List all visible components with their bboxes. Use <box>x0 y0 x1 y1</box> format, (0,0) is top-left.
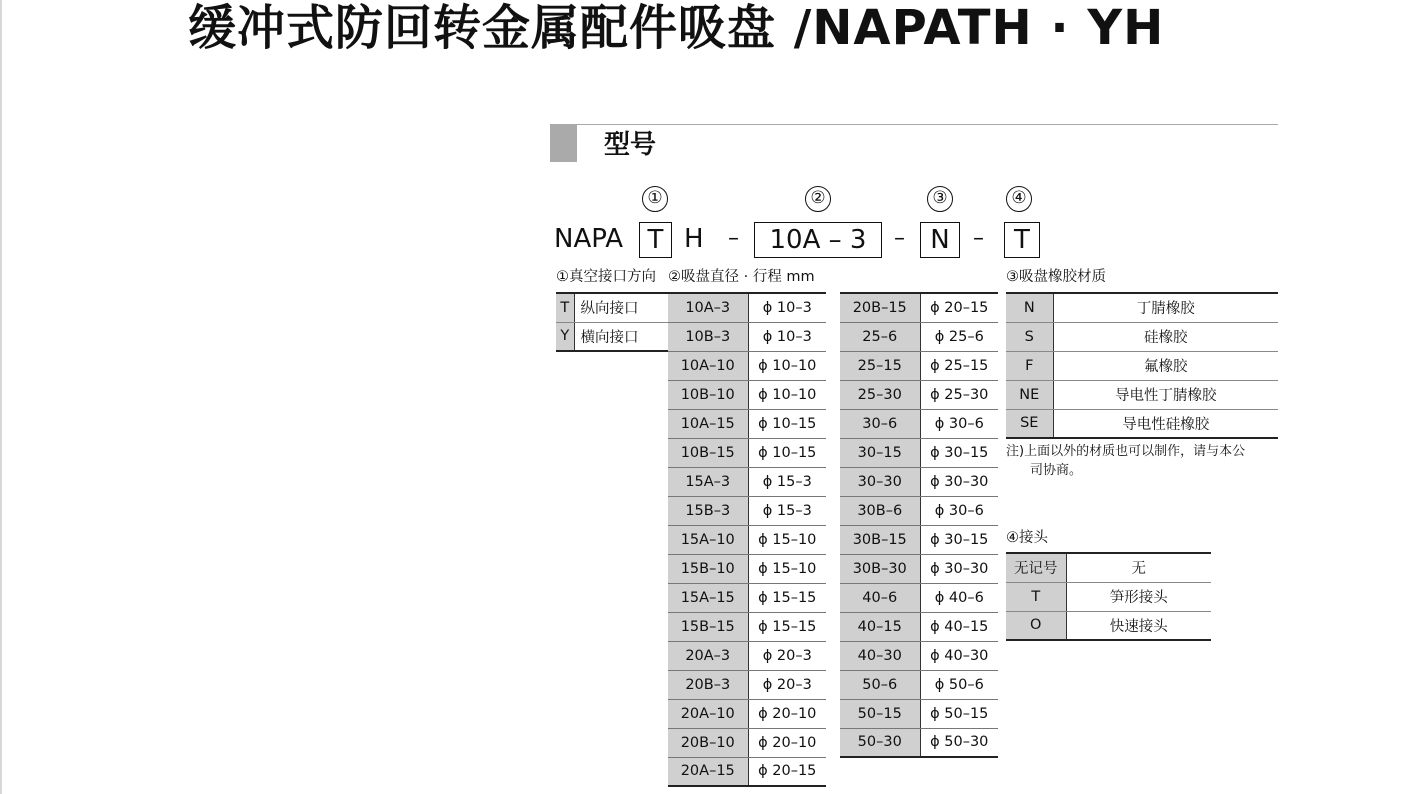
code-cell: 15A–15 <box>668 583 748 612</box>
table-row <box>1006 322 1278 351</box>
code-prefix: NAPA <box>554 224 624 254</box>
code-cell: 20A–10 <box>668 699 748 728</box>
code-cell: Y <box>556 322 574 351</box>
table-row <box>840 699 998 728</box>
value-cell: ϕ 30–30 <box>920 554 998 583</box>
value-cell: ϕ 40–6 <box>920 583 998 612</box>
table-row <box>840 380 998 409</box>
code-cell: 20B–3 <box>668 670 748 699</box>
table-row <box>668 409 826 438</box>
value-cell: ϕ 30–6 <box>920 496 998 525</box>
label-material: ③吸盘橡胶材质 <box>1006 269 1106 285</box>
value-cell: ϕ 25–30 <box>920 380 998 409</box>
code-cell: SE <box>1006 409 1053 438</box>
value-cell: 氟橡胶 <box>1053 351 1278 380</box>
code-cell: 15B–3 <box>668 496 748 525</box>
table-row <box>556 293 669 322</box>
value-cell: ϕ 25–6 <box>920 322 998 351</box>
table-row <box>840 612 998 641</box>
code-cell: 10A–3 <box>668 293 748 322</box>
table-row <box>840 525 998 554</box>
code-cell: T <box>1006 582 1066 611</box>
code-cell: 25–30 <box>840 380 920 409</box>
value-cell: ϕ 30–15 <box>920 525 998 554</box>
value-cell: ϕ 30–15 <box>920 438 998 467</box>
table-row <box>668 380 826 409</box>
table-row <box>668 554 826 583</box>
table-row <box>1006 293 1278 322</box>
table-row <box>668 728 826 757</box>
table-row <box>668 757 826 786</box>
table-row <box>668 641 826 670</box>
value-cell: ϕ 30–30 <box>920 467 998 496</box>
value-cell: ϕ 10–15 <box>748 409 826 438</box>
table-row <box>840 583 998 612</box>
code-cell: 40–30 <box>840 641 920 670</box>
marker-4: ④ <box>1006 186 1032 212</box>
code-cell: 15A–3 <box>668 467 748 496</box>
code-cell: 50–15 <box>840 699 920 728</box>
code-cell: 10B–3 <box>668 322 748 351</box>
value-cell: 丁腈橡胶 <box>1053 293 1278 322</box>
code-cell: 30B–6 <box>840 496 920 525</box>
code-cell: F <box>1006 351 1053 380</box>
code-cell: 40–15 <box>840 612 920 641</box>
value-cell: 导电性硅橡胶 <box>1053 409 1278 438</box>
code-cell: N <box>1006 293 1053 322</box>
table-row <box>668 670 826 699</box>
code-cell: 20B–15 <box>840 293 920 322</box>
value-cell: ϕ 20–15 <box>748 757 826 786</box>
table-row <box>556 322 669 351</box>
page-left-edge <box>0 0 2 794</box>
code-cell: 25–15 <box>840 351 920 380</box>
value-cell: ϕ 50–6 <box>920 670 998 699</box>
label-diameter: ②吸盘直径 · 行程 mm <box>668 269 815 285</box>
code-cell: 30–30 <box>840 467 920 496</box>
diameter-table-right <box>840 292 998 758</box>
value-cell: ϕ 15–15 <box>748 583 826 612</box>
code-cell: 30–6 <box>840 409 920 438</box>
table-row <box>840 670 998 699</box>
value-cell: ϕ 15–10 <box>748 525 826 554</box>
value-cell: ϕ 25–15 <box>920 351 998 380</box>
code-part-material: N <box>920 222 960 258</box>
table-row <box>1006 409 1278 438</box>
code-dash-2: – <box>894 226 905 251</box>
value-cell: ϕ 15–3 <box>748 496 826 525</box>
value-cell: ϕ 20–10 <box>748 728 826 757</box>
code-cell: 50–30 <box>840 728 920 757</box>
value-cell: ϕ 20–10 <box>748 699 826 728</box>
table-row <box>1006 611 1211 640</box>
code-cell: 50–6 <box>840 670 920 699</box>
table-row <box>1006 380 1278 409</box>
table-row <box>668 351 826 380</box>
code-cell: NE <box>1006 380 1053 409</box>
table-row <box>668 699 826 728</box>
code-cell: 10A–15 <box>668 409 748 438</box>
table-row <box>840 728 998 757</box>
code-cell: 15B–15 <box>668 612 748 641</box>
value-cell: ϕ 10–10 <box>748 380 826 409</box>
value-cell: 纵向接口 <box>574 293 669 322</box>
table-row <box>1006 553 1211 582</box>
value-cell: ϕ 30–6 <box>920 409 998 438</box>
section-heading: 型号 <box>604 130 657 160</box>
table-row <box>840 467 998 496</box>
code-cell: 10B–15 <box>668 438 748 467</box>
label-direction: ①真空接口方向 <box>556 269 656 285</box>
section-divider <box>550 124 1278 125</box>
value-cell: ϕ 20–3 <box>748 641 826 670</box>
table-row <box>840 641 998 670</box>
fitting-table <box>1006 552 1211 641</box>
code-cell: 30–15 <box>840 438 920 467</box>
table-row <box>840 438 998 467</box>
direction-table <box>556 292 669 352</box>
code-cell: T <box>556 293 574 322</box>
value-cell: ϕ 10–15 <box>748 438 826 467</box>
code-cell: 20A–15 <box>668 757 748 786</box>
value-cell: 横向接口 <box>574 322 669 351</box>
code-part-direction: T <box>639 222 672 258</box>
diameter-table-left <box>668 292 826 787</box>
value-cell: 导电性丁腈橡胶 <box>1053 380 1278 409</box>
table-row <box>840 409 998 438</box>
code-cell: O <box>1006 611 1066 640</box>
code-cell: 40–6 <box>840 583 920 612</box>
code-part-diameter: 10A – 3 <box>754 222 882 258</box>
table-row <box>668 583 826 612</box>
table-row <box>840 322 998 351</box>
value-cell: ϕ 20–3 <box>748 670 826 699</box>
code-cell: 15B–10 <box>668 554 748 583</box>
code-cell: 10A–10 <box>668 351 748 380</box>
value-cell: 硅橡胶 <box>1053 322 1278 351</box>
value-cell: ϕ 20–15 <box>920 293 998 322</box>
table-row <box>668 496 826 525</box>
table-row <box>668 525 826 554</box>
table-row <box>1006 351 1278 380</box>
table-row <box>840 496 998 525</box>
table-row <box>1006 582 1211 611</box>
value-cell: ϕ 15–3 <box>748 467 826 496</box>
code-cell: 30B–30 <box>840 554 920 583</box>
code-cell: 30B–15 <box>840 525 920 554</box>
page-title: 缓冲式防回转金属配件吸盘 /NAPATH · YH <box>188 0 1165 56</box>
value-cell: 笋形接头 <box>1066 582 1211 611</box>
value-cell: ϕ 50–15 <box>920 699 998 728</box>
table-row <box>668 467 826 496</box>
marker-1: ① <box>642 186 668 212</box>
value-cell: ϕ 50–30 <box>920 728 998 757</box>
value-cell: 快速接头 <box>1066 611 1211 640</box>
value-cell: ϕ 40–30 <box>920 641 998 670</box>
note-line-1: 注)上面以外的材质也可以制作，请与本公 <box>1006 444 1246 459</box>
table-row <box>840 351 998 380</box>
value-cell: ϕ 40–15 <box>920 612 998 641</box>
code-cell: 15A–10 <box>668 525 748 554</box>
value-cell: ϕ 10–3 <box>748 293 826 322</box>
code-cell: 25–6 <box>840 322 920 351</box>
code-cell: 无记号 <box>1006 553 1066 582</box>
code-dash-3: – <box>973 226 984 251</box>
value-cell: 无 <box>1066 553 1211 582</box>
label-fitting: ④接头 <box>1006 530 1048 546</box>
note-line-2: 司协商。 <box>1030 463 1083 478</box>
table-row <box>668 322 826 351</box>
value-cell: ϕ 10–3 <box>748 322 826 351</box>
material-table <box>1006 292 1278 439</box>
table-row <box>668 293 826 322</box>
code-cell: 10B–10 <box>668 380 748 409</box>
code-part-fitting: T <box>1004 222 1040 258</box>
code-cell: 20A–3 <box>668 641 748 670</box>
marker-3: ③ <box>927 186 953 212</box>
marker-2: ② <box>805 186 831 212</box>
value-cell: ϕ 15–10 <box>748 554 826 583</box>
code-part-h: H <box>684 224 704 254</box>
material-note <box>1006 442 1281 480</box>
table-row <box>840 554 998 583</box>
table-row <box>668 612 826 641</box>
code-cell: S <box>1006 322 1053 351</box>
table-row <box>668 438 826 467</box>
code-dash-1: – <box>728 226 739 251</box>
value-cell: ϕ 10–10 <box>748 351 826 380</box>
table-row <box>840 293 998 322</box>
code-cell: 20B–10 <box>668 728 748 757</box>
value-cell: ϕ 15–15 <box>748 612 826 641</box>
section-marker-bar <box>550 124 577 162</box>
